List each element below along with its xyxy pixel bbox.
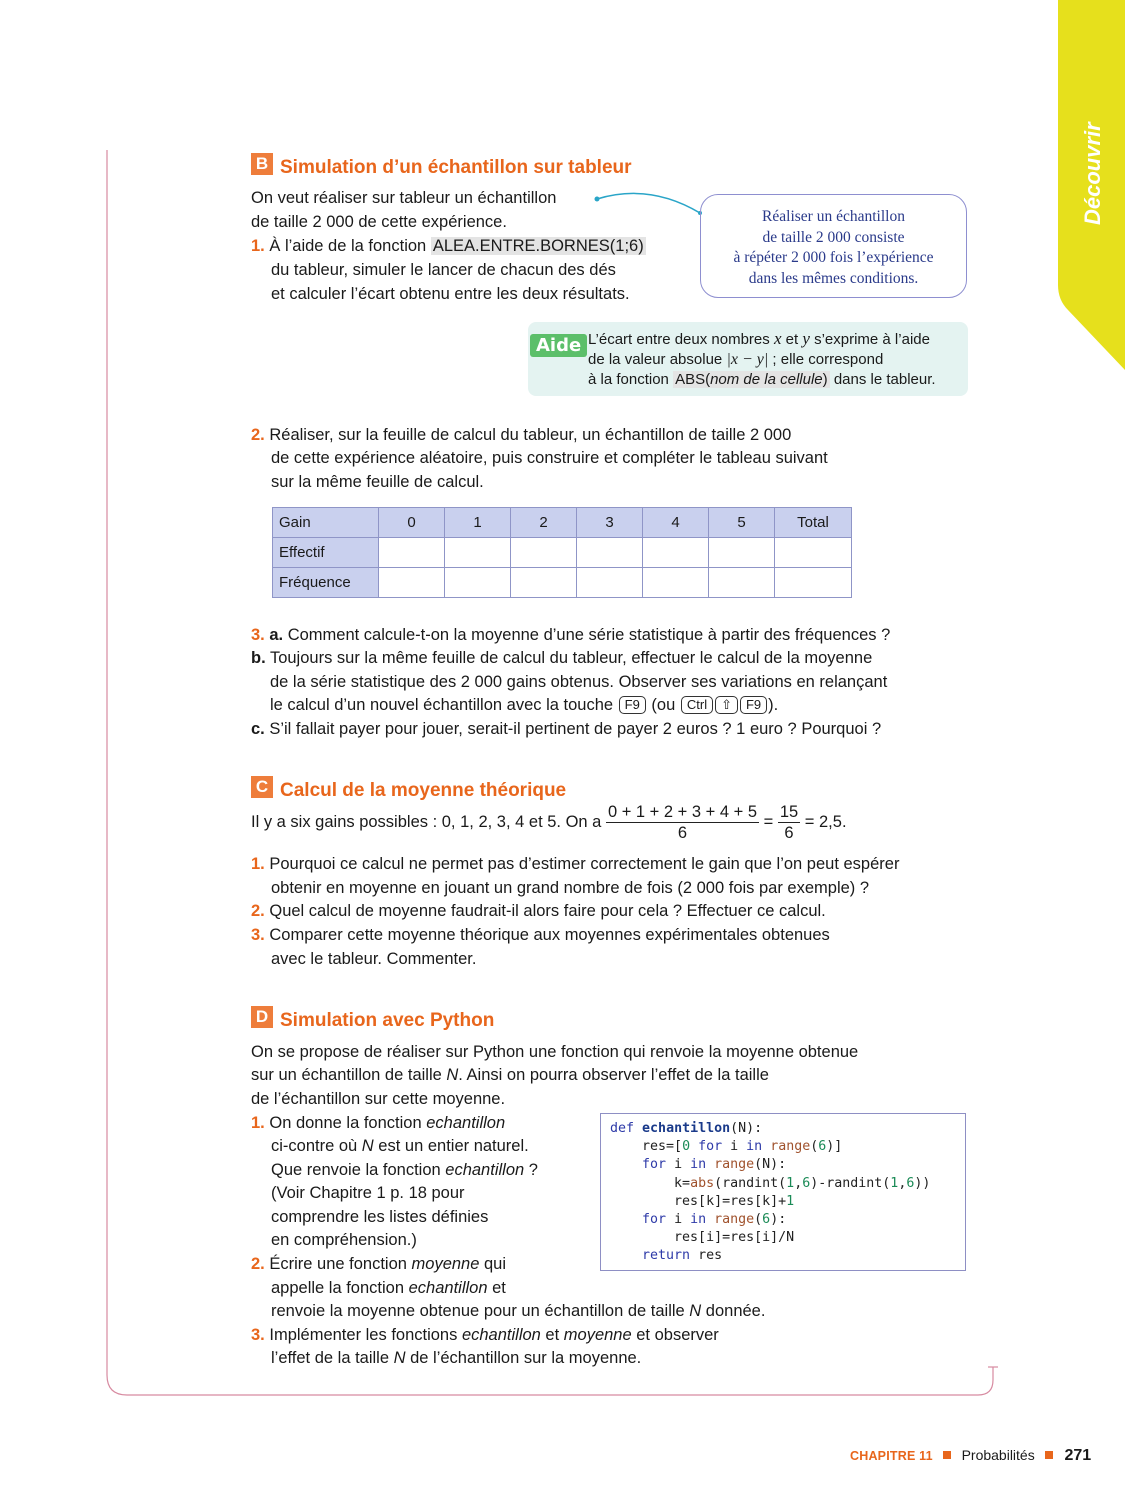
code-line-5 — [610, 1194, 794, 1209]
d-intro-1: On se propose de réaliser sur Python une fonction qui renvoie la moyenne obtenue — [251, 1043, 859, 1061]
d-q2-l3b: donnée. — [701, 1302, 766, 1320]
code-abs: abs — [690, 1175, 715, 1191]
d-q3-l1a: Implémenter les fonctions — [269, 1326, 462, 1344]
side-tab[interactable] — [1058, 0, 1125, 370]
fraction-sum-denominator: 6 — [677, 824, 688, 842]
b-q3b-line-2: de la série statistique des 2 000 gains obtenus. Observer ses variations en relançant — [270, 673, 888, 691]
table-row-label-effectif: Effectif — [273, 538, 379, 568]
d-q2-echantillon: echantillon — [408, 1279, 488, 1297]
code-l2end: )] — [826, 1139, 843, 1155]
d-q1-l3b: ? — [524, 1161, 538, 1179]
fraction-result-numerator: 15 — [779, 803, 799, 821]
d-q3-l1b: et — [540, 1326, 564, 1344]
b-q2-l1: Réaliser, sur la feuille de calcul du tableur, un échantillon de taille 2 000 — [269, 426, 792, 444]
code-return: return — [642, 1248, 691, 1264]
table-row — [273, 538, 852, 568]
d-q3-N: N — [393, 1349, 406, 1367]
c-q1-line-2: obtenir en moyenne en jouant un grand nombre de fois (2 000 fois par exemple) ? — [271, 879, 870, 897]
code-l2a: res=[ — [610, 1139, 683, 1155]
table-row-label-frequence: Fréquence — [273, 568, 379, 598]
code-i-2: i — [666, 1157, 691, 1173]
b-q2-num: 2. — [251, 426, 265, 444]
code-l4a: k= — [610, 1175, 691, 1191]
page-number: 271 — [1064, 1447, 1092, 1464]
code-six-3: 6 — [906, 1175, 915, 1191]
frequency-table — [272, 507, 852, 598]
d-q1-num: 1. — [251, 1114, 265, 1132]
c-q3-num: 3. — [251, 926, 265, 944]
table-cell[interactable] — [445, 568, 511, 598]
b-q2-line-3: sur la même feuille de calcul. — [271, 473, 484, 491]
code-i-3: i — [666, 1212, 691, 1228]
aide-label: Aide — [530, 334, 587, 357]
aide-abs-fn-close: ) — [822, 371, 828, 388]
b-q1-line-3: et calculer l’écart obtenu entre les deux résultats. — [271, 285, 630, 303]
fraction-result-denominator: 6 — [784, 824, 794, 842]
d-q1-line-1 — [251, 1112, 505, 1136]
code-six-4: 6 — [762, 1212, 771, 1228]
f9-key: F9 — [619, 696, 646, 714]
callout-connector — [590, 188, 715, 223]
d-intro-3: de l’échantillon sur cette moyenne. — [251, 1090, 506, 1108]
aide-y: y — [802, 329, 810, 348]
b-q2-line-1 — [251, 424, 791, 448]
d-q1-line-3 — [271, 1159, 538, 1183]
code-l5: res[k]=res[k]+ — [610, 1193, 787, 1209]
b-q3c-letter: c. — [251, 720, 265, 738]
d-q3-num: 3. — [251, 1326, 265, 1344]
callout-box — [700, 194, 967, 298]
d-q2-l1a: Écrire une fonction — [269, 1255, 412, 1273]
section-d-letter: D — [251, 1006, 273, 1028]
callout-line-4: dans les mêmes conditions. — [748, 269, 919, 287]
code-for: for — [698, 1139, 723, 1155]
c-q2-num: 2. — [251, 902, 265, 920]
aide-abs-fn-open: ABS( — [675, 371, 711, 388]
section-b-letter: B — [251, 153, 273, 175]
d-q2-line-3 — [271, 1300, 765, 1324]
aide-box — [528, 322, 968, 396]
c-q1-l1: Pourquoi ce calcul ne permet pas d’estimer correctement le gain que l’on peut espérer — [269, 855, 900, 873]
aide-l3b: dans le tableur. — [829, 371, 936, 388]
code-randint-2: randint — [826, 1175, 883, 1191]
d-q3-line-1 — [251, 1324, 719, 1348]
d-intro-2 — [251, 1064, 769, 1088]
d-intro-2a: sur un échantillon de taille — [251, 1066, 447, 1084]
aide-et: et — [781, 331, 803, 348]
b-q3a-text: Comment calcule-t-on la moyenne d’une série statistique à partir des fréquences ? — [283, 626, 891, 644]
aide-l2b: ; elle correspond — [768, 351, 884, 368]
code-six-2: 6 — [802, 1175, 811, 1191]
code-def: def — [610, 1121, 635, 1136]
b-q2-line-2: de cette expérience aléatoire, puis construire et compléter le tableau suivant — [271, 449, 828, 467]
c-q2 — [251, 900, 826, 924]
table-cell[interactable] — [577, 538, 643, 568]
d-q1-N: N — [361, 1137, 374, 1155]
c-intro — [251, 802, 847, 843]
b-q3c — [251, 718, 881, 742]
table-cell[interactable] — [709, 538, 775, 568]
b-intro-2: de taille 2 000 de cette expérience. — [251, 213, 507, 231]
b-q3b-l3a: le calcul d’un nouvel échantillon avec la touche — [270, 696, 618, 714]
table-header-cell: 2 — [511, 508, 577, 538]
fraction-result — [778, 802, 800, 843]
c-intro-text: Il y a six gains possibles : 0, 1, 2, 3, 4 et 5. On a — [251, 812, 606, 831]
code-one-3: 1 — [786, 1193, 795, 1209]
code-line-1 — [610, 1121, 762, 1136]
d-q1-l2b: est un entier naturel. — [373, 1137, 529, 1155]
table-cell[interactable] — [643, 568, 709, 598]
ctrl-key: Ctrl — [681, 696, 713, 714]
d-q1-echantillon: echantillon — [426, 1114, 506, 1132]
d-q1-line-2 — [271, 1135, 529, 1159]
b-q3a-letter: a. — [269, 626, 284, 644]
code-range-3: range — [714, 1212, 755, 1228]
code-line-6: for i in range(6): — [642, 1212, 787, 1228]
footer-square-icon-2 — [1045, 1451, 1053, 1459]
d-q2-line-1 — [251, 1253, 506, 1277]
d-q3-l2b: de l’échantillon sur la moyenne. — [405, 1349, 642, 1367]
d-q2-num: 2. — [251, 1255, 265, 1273]
code-in-3: in — [690, 1212, 707, 1228]
aide-x: x — [773, 329, 782, 348]
aide-abs-arg: nom de la cellule — [710, 371, 823, 388]
d-q3-l1c: et observer — [631, 1326, 719, 1344]
code-l3end: (N): — [754, 1157, 787, 1173]
d-q2-l3a: renvoie la moyenne obtenue pour un échantillon de taille — [271, 1302, 690, 1320]
code-randint: randint — [722, 1175, 779, 1191]
callout-line-1: Réaliser un échantillon — [762, 208, 905, 225]
aide-line-1 — [588, 329, 936, 350]
code-for-3: for — [642, 1212, 667, 1228]
d-q3-echantillon: echantillon — [461, 1326, 541, 1344]
footer-square-icon — [943, 1451, 951, 1459]
d-q2-l1b: qui — [479, 1255, 507, 1273]
d-q1-l2a: ci-contre où — [271, 1137, 362, 1155]
table-cell[interactable] — [709, 568, 775, 598]
b-q3a — [251, 624, 890, 648]
table-cell[interactable] — [775, 568, 852, 598]
table-header-cell: 3 — [577, 508, 643, 538]
code-line-7: res[i]=res[i]/N — [610, 1230, 795, 1246]
alea-function: ALEA.ENTRE.BORNES(1;6) — [432, 237, 644, 255]
b-q3-num: 3. — [251, 626, 265, 644]
d-q2-moyenne: moyenne — [411, 1255, 480, 1273]
code-line-2: res=[0 for i in range(6)] — [610, 1139, 843, 1155]
d-q1-line-5: comprendre les listes définies — [271, 1208, 489, 1226]
code-range-2: range — [714, 1157, 755, 1173]
aide-text — [588, 329, 936, 390]
d-q1-echantillon-2: echantillon — [445, 1161, 525, 1179]
code-line-4: k=abs(randint(1,6)-randint(1,6)) — [610, 1175, 931, 1191]
b-q3b-line-3 — [270, 694, 778, 718]
b-q3b-line-1 — [251, 647, 872, 671]
aide-l3a: à la fonction — [588, 371, 674, 388]
table-cell[interactable] — [511, 568, 577, 598]
table-header-cell: 1 — [445, 508, 511, 538]
footer-subject: Probabilités — [961, 1447, 1035, 1463]
table-header-cell: 5 — [709, 508, 775, 538]
b-q3b-l1: Toujours sur la même feuille de calcul du tableur, effectuer le calcul de la moyenne — [265, 649, 873, 667]
code-i: i — [722, 1139, 747, 1155]
d-q3-moyenne: moyenne — [563, 1326, 632, 1344]
code-ret-val: res — [690, 1248, 723, 1264]
table-cell[interactable] — [445, 538, 511, 568]
f9-key-2: F9 — [740, 696, 767, 714]
code-for-2: for — [642, 1157, 667, 1173]
table-cell[interactable] — [775, 538, 852, 568]
d-q2-l2a: appelle la fonction — [271, 1279, 409, 1297]
d-q2-line-2 — [271, 1277, 506, 1301]
b-q1-num: 1. — [251, 237, 265, 255]
d-N: N — [446, 1066, 459, 1084]
code-one-2: 1 — [890, 1175, 899, 1191]
code-in: in — [746, 1139, 763, 1155]
b-q3c-text: S’il fallait payer pour jouer, serait-il pertinent de payer 2 euros ? 1 euro ? Pourquoi ? — [264, 720, 882, 738]
aide-l1a: L’écart entre deux nombres — [588, 331, 774, 348]
c-q3-line-1 — [251, 924, 830, 948]
code-zero: 0 — [682, 1139, 691, 1155]
footer-chapter: CHAPITRE 11 — [850, 1449, 933, 1463]
d-q1-line-6: en compréhension.) — [271, 1231, 417, 1249]
c-q2-text: Quel calcul de moyenne faudrait-il alors faire pour cela ? Effectuer ce calcul. — [269, 902, 826, 920]
section-c-letter: C — [251, 776, 273, 798]
side-tab-label: Découvrir — [1080, 122, 1105, 225]
d-q2-l2b: et — [487, 1279, 506, 1297]
b-q3b-ou: (ou — [646, 696, 680, 714]
c-q3-line-2: avec le tableur. Commenter. — [271, 950, 477, 968]
aide-l1b: s’exprime à l’aide — [809, 331, 930, 348]
section-d-title: Simulation avec Python — [280, 1010, 495, 1031]
b-q1-line-1 — [251, 235, 646, 259]
c-q1-line-1 — [251, 853, 899, 877]
b-q3b-letter: b. — [251, 649, 266, 667]
aide-line-2 — [588, 350, 936, 370]
aide-line-3 — [588, 370, 936, 390]
callout-line-3: à répéter 2 000 fois l’expérience — [733, 249, 934, 266]
section-c-title: Calcul de la moyenne théorique — [280, 780, 567, 801]
fraction-sum-numerator: 0 + 1 + 2 + 3 + 4 + 5 — [607, 803, 758, 821]
c-q3-l1: Comparer cette moyenne théorique aux moyennes expérimentales obtenues — [269, 926, 830, 944]
c-eq2: = 2,5. — [800, 812, 847, 831]
b-q1-line-2: du tableur, simuler le lancer de chacun des dés — [271, 261, 616, 279]
d-q3-l2a: l’effet de la taille — [271, 1349, 394, 1367]
table-header-row — [273, 508, 852, 538]
table-cell[interactable] — [643, 538, 709, 568]
table-header-cell: Total — [775, 508, 852, 538]
code-line-3 — [610, 1157, 786, 1172]
c-q1-num: 1. — [251, 855, 265, 873]
d-q3-line-2 — [271, 1347, 641, 1371]
shift-key-icon: ⇧ — [715, 696, 738, 714]
b-intro-1: On veut réaliser sur tableur un échantillon — [251, 189, 557, 207]
table-header-cell: Gain — [273, 508, 379, 538]
code-in-2: in — [690, 1157, 707, 1173]
callout-line-2: de taille 2 000 consiste — [762, 228, 905, 246]
d-q1-line-4: (Voir Chapitre 1 p. 18 pour — [271, 1184, 465, 1202]
table-cell[interactable] — [379, 568, 445, 598]
b-q3b-end: ). — [768, 696, 779, 714]
section-b-title: Simulation d’un échantillon sur tableur — [280, 157, 632, 178]
c-eq1: = — [759, 812, 778, 831]
code-fname: echantillon — [642, 1121, 731, 1136]
aide-abs-fn — [673, 371, 830, 388]
footer — [850, 1445, 1091, 1466]
d-intro-2b: . Ainsi on pourra observer l’effet de la taille — [458, 1066, 769, 1084]
table-row — [273, 568, 852, 598]
python-code-block — [600, 1113, 966, 1271]
d-q1-l3a: Que renvoie la fonction — [271, 1161, 446, 1179]
fraction-sum — [606, 802, 759, 843]
table-header-cell: 0 — [379, 508, 445, 538]
table-header-cell: 4 — [643, 508, 709, 538]
d-q2-N: N — [689, 1302, 702, 1320]
table-cell[interactable] — [511, 538, 577, 568]
aide-abs: |x − y| — [726, 351, 769, 368]
d-q1-l1a: On donne la fonction — [269, 1114, 427, 1132]
code-sig: (N): — [730, 1121, 763, 1136]
code-line-8 — [610, 1248, 722, 1263]
code-one: 1 — [786, 1175, 795, 1191]
aide-l2a: de la valeur absolue — [588, 351, 727, 368]
code-range: range — [770, 1139, 811, 1155]
b-q1-pre: À l’aide de la fonction — [269, 237, 431, 255]
code-six: 6 — [818, 1139, 827, 1155]
table-cell[interactable] — [379, 538, 445, 568]
table-cell[interactable] — [577, 568, 643, 598]
